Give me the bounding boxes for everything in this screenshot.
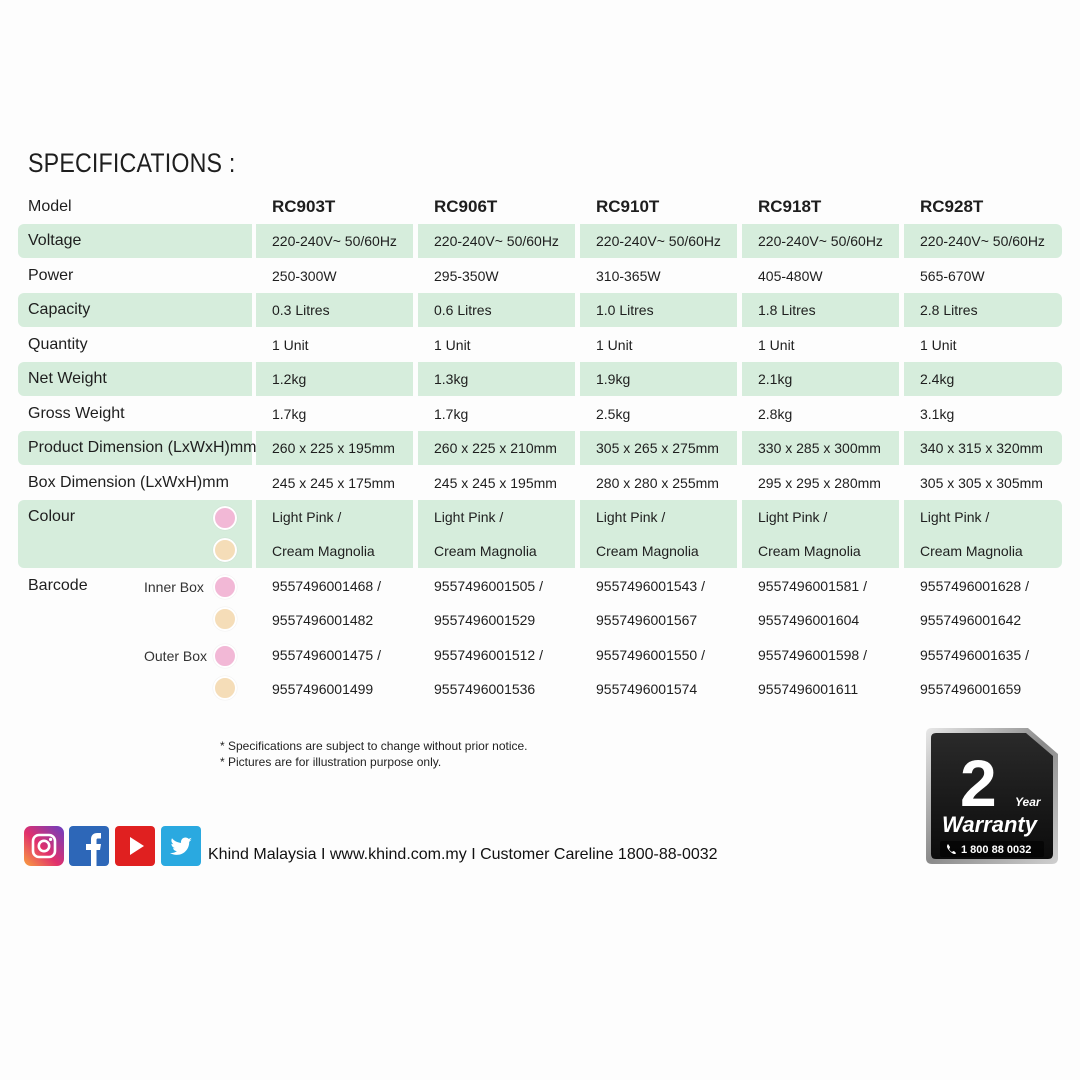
row-label: Gross Weight <box>28 405 125 422</box>
model-name: RC928T <box>920 197 984 216</box>
colour-value: Light Pink / <box>758 509 828 525</box>
spec-value: 1.7kg <box>272 406 307 422</box>
colour-value: Light Pink / <box>272 509 342 525</box>
colour-value: Cream Magnolia <box>920 543 1023 559</box>
barcode-value: 9557496001468 / <box>272 578 381 594</box>
warranty-phone: 1 800 88 0032 <box>961 844 1032 856</box>
spec-row-barcode <box>0 569 1080 709</box>
barcode-value: 9557496001567 <box>596 612 698 628</box>
warranty-number: 2 <box>960 746 997 820</box>
spec-value: 295-350W <box>434 268 499 284</box>
spec-value: 3.1kg <box>920 406 955 422</box>
spec-value: 1.7kg <box>434 406 469 422</box>
note-line: * Pictures are for illustration purpose only. <box>220 755 442 769</box>
pink-swatch <box>213 506 237 530</box>
spec-value: 1.9kg <box>596 371 631 387</box>
row-label: Net Weight <box>28 370 107 387</box>
spec-value: 2.1kg <box>758 371 793 387</box>
colour-value: Cream Magnolia <box>434 543 537 559</box>
row-label: Barcode <box>28 577 88 594</box>
inner-box-label: Inner Box <box>144 579 204 595</box>
spec-value: 260 x 225 x 210mm <box>434 440 557 456</box>
row-label: Model <box>28 198 72 215</box>
spec-value: 305 x 265 x 275mm <box>596 440 719 456</box>
note-line: * Specifications are subject to change without prior notice. <box>220 739 528 753</box>
spec-row-power <box>0 259 1080 293</box>
barcode-value: 9557496001604 <box>758 612 860 628</box>
spec-value: 565-670W <box>920 268 985 284</box>
facebook-icon[interactable] <box>69 826 109 866</box>
row-label: Product Dimension (LxWxH)mm <box>28 439 257 456</box>
model-name: RC906T <box>434 197 498 216</box>
colour-value: Light Pink / <box>596 509 666 525</box>
spec-value: 250-300W <box>272 268 337 284</box>
spec-value: 220-240V~ 50/60Hz <box>596 233 721 249</box>
spec-value: 405-480W <box>758 268 823 284</box>
spec-value: 260 x 225 x 195mm <box>272 440 395 456</box>
notes <box>220 738 528 770</box>
colour-value: Cream Magnolia <box>596 543 699 559</box>
spec-row-colour <box>0 500 1080 568</box>
spec-row-box-dimension <box>0 466 1080 500</box>
warranty-badge <box>926 728 1058 864</box>
model-name: RC903T <box>272 197 336 216</box>
spec-row-quantity <box>0 328 1080 362</box>
spec-value: 1.2kg <box>272 371 307 387</box>
model-name: RC910T <box>596 197 660 216</box>
warranty-unit: Year <box>1015 795 1041 809</box>
spec-value: 220-240V~ 50/60Hz <box>758 233 883 249</box>
colour-value: Light Pink / <box>434 509 504 525</box>
row-label: Capacity <box>28 301 91 318</box>
cream-swatch <box>213 607 237 631</box>
footer-contact: Khind Malaysia I www.khind.com.my I Customer Careline 1800-88-0032 <box>208 846 718 863</box>
barcode-value: 9557496001659 <box>920 681 1022 697</box>
row-label: Colour <box>28 508 76 525</box>
spec-value: 340 x 315 x 320mm <box>920 440 1043 456</box>
barcode-value: 9557496001550 / <box>596 647 705 663</box>
spec-value: 0.3 Litres <box>272 302 330 318</box>
spec-value: 2.8kg <box>758 406 793 422</box>
row-label: Voltage <box>28 232 82 249</box>
instagram-icon[interactable] <box>24 826 64 866</box>
barcode-value: 9557496001574 <box>596 681 698 697</box>
spec-row-product-dimension <box>0 431 1080 465</box>
pink-swatch <box>213 575 237 599</box>
spec-value: 305 x 305 x 305mm <box>920 475 1043 491</box>
spec-value: 1 Unit <box>758 337 795 353</box>
row-label: Box Dimension (LxWxH)mm <box>28 474 229 491</box>
spec-value: 310-365W <box>596 268 661 284</box>
spec-row-voltage <box>0 224 1080 258</box>
spec-value: 1.3kg <box>434 371 469 387</box>
barcode-value: 9557496001598 / <box>758 647 867 663</box>
spec-row-model <box>0 190 1080 224</box>
cream-swatch <box>213 676 237 700</box>
spec-value: 295 x 295 x 280mm <box>758 475 881 491</box>
spec-value: 1.8 Litres <box>758 302 816 318</box>
colour-value: Light Pink / <box>920 509 990 525</box>
barcode-value: 9557496001512 / <box>434 647 543 663</box>
barcode-value: 9557496001642 <box>920 612 1022 628</box>
spec-value: 1 Unit <box>596 337 633 353</box>
barcode-value: 9557496001628 / <box>920 578 1029 594</box>
barcode-value: 9557496001635 / <box>920 647 1029 663</box>
barcode-value: 9557496001505 / <box>434 578 543 594</box>
warranty-word: Warranty <box>942 812 1037 837</box>
barcode-value: 9557496001581 / <box>758 578 867 594</box>
outer-box-label: Outer Box <box>144 648 208 664</box>
spec-value: 245 x 245 x 195mm <box>434 475 557 491</box>
spec-value: 1.0 Litres <box>596 302 654 318</box>
spec-value: 1 Unit <box>920 337 957 353</box>
colour-value: Cream Magnolia <box>758 543 861 559</box>
colour-value: Cream Magnolia <box>272 543 375 559</box>
barcode-value: 9557496001482 <box>272 612 374 628</box>
pink-swatch <box>213 644 237 668</box>
model-name: RC918T <box>758 197 822 216</box>
barcode-value: 9557496001543 / <box>596 578 705 594</box>
spec-value: 220-240V~ 50/60Hz <box>272 233 397 249</box>
spec-value: 330 x 285 x 300mm <box>758 440 881 456</box>
barcode-value: 9557496001475 / <box>272 647 381 663</box>
barcode-value: 9557496001529 <box>434 612 536 628</box>
barcode-value: 9557496001499 <box>272 681 374 697</box>
spec-value: 280 x 280 x 255mm <box>596 475 719 491</box>
youtube-icon[interactable] <box>115 826 155 866</box>
barcode-value: 9557496001536 <box>434 681 536 697</box>
spec-row-capacity <box>0 293 1080 327</box>
spec-value: 245 x 245 x 175mm <box>272 475 395 491</box>
spec-row-net-weight <box>0 362 1080 396</box>
spec-value: 2.5kg <box>596 406 631 422</box>
spec-value: 0.6 Litres <box>434 302 492 318</box>
spec-value: 1 Unit <box>434 337 471 353</box>
spec-value: 1 Unit <box>272 337 309 353</box>
spec-value: 2.4kg <box>920 371 955 387</box>
row-label: Quantity <box>28 336 88 353</box>
barcode-value: 9557496001611 <box>758 681 859 697</box>
cream-swatch <box>213 538 237 562</box>
spec-row-gross-weight <box>0 397 1080 431</box>
spec-value: 220-240V~ 50/60Hz <box>434 233 559 249</box>
page-title: SPECIFICATIONS : <box>28 148 236 178</box>
spec-value: 220-240V~ 50/60Hz <box>920 233 1045 249</box>
twitter-icon[interactable] <box>161 826 201 866</box>
spec-value: 2.8 Litres <box>920 302 978 318</box>
row-label: Power <box>28 267 74 284</box>
